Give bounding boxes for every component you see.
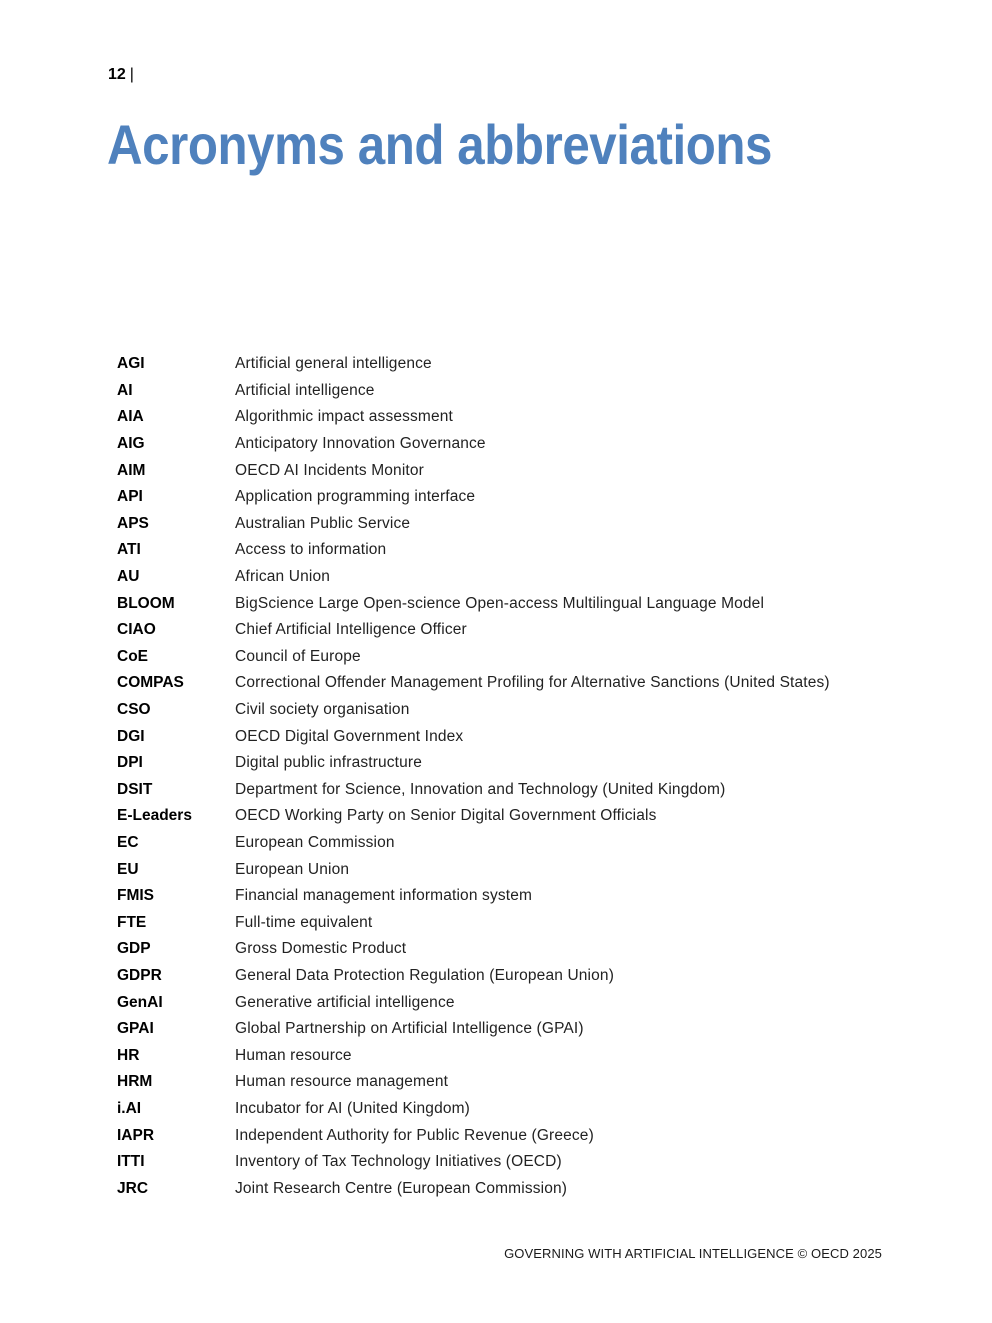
acronym-abbr: HRM — [117, 1073, 153, 1091]
acronym-table — [117, 351, 830, 1202]
acronym-abbr: E-Leaders — [117, 807, 192, 825]
acronym-abbr: DGI — [117, 727, 145, 745]
acronym-abbr: GDP — [117, 940, 151, 958]
acronym-abbr: AIG — [117, 435, 145, 453]
acronym-row — [117, 457, 830, 484]
acronym-abbr: BLOOM — [117, 594, 175, 612]
acronym-definition: Gross Domestic Product — [235, 940, 407, 958]
acronym-definition: Australian Public Service — [235, 514, 411, 532]
acronym-abbr: AI — [117, 381, 133, 399]
page-number-value: 12 — [108, 66, 126, 83]
acronym-row — [117, 909, 830, 936]
page-footer: GOVERNING WITH ARTIFICIAL INTELLIGENCE © OECD 2025 — [504, 1246, 882, 1261]
acronym-row — [117, 830, 830, 857]
acronym-abbr: AGI — [117, 355, 145, 373]
acronym-abbr: FMIS — [117, 887, 155, 905]
acronym-list — [117, 351, 830, 1202]
acronym-definition: Human resource management — [235, 1073, 449, 1091]
acronym-definition: Joint Research Centre (European Commission) — [235, 1179, 568, 1197]
acronym-abbr: JRC — [117, 1179, 149, 1197]
acronym-definition: Artificial intelligence — [235, 381, 375, 399]
acronym-abbr: GDPR — [117, 966, 162, 984]
page-number — [108, 66, 134, 84]
acronym-row — [117, 963, 830, 990]
acronym-definition: Incubator for AI (United Kingdom) — [235, 1099, 470, 1117]
acronym-definition: OECD AI Incidents Monitor — [235, 461, 424, 479]
acronym-row — [117, 1016, 830, 1043]
acronym-row — [117, 777, 830, 804]
acronym-row — [117, 537, 830, 564]
acronym-row — [117, 1122, 830, 1149]
acronym-definition: Generative artificial intelligence — [235, 993, 455, 1011]
acronym-abbr: COMPAS — [117, 674, 184, 692]
acronym-row — [117, 1096, 830, 1123]
acronym-abbr: DPI — [117, 754, 143, 772]
acronym-definition: Chief Artificial Intelligence Officer — [235, 621, 467, 639]
acronym-definition: African Union — [235, 568, 330, 586]
acronym-abbr: API — [117, 488, 143, 506]
acronym-row — [117, 351, 830, 378]
acronym-abbr: AIM — [117, 461, 146, 479]
acronym-abbr: IAPR — [117, 1126, 155, 1144]
acronym-definition: General Data Protection Regulation (European Union) — [235, 966, 615, 984]
acronym-abbr: GenAI — [117, 993, 163, 1011]
acronym-definition: European Union — [235, 860, 350, 878]
acronym-row — [117, 511, 830, 538]
acronym-definition: Access to information — [235, 541, 387, 559]
page-number-separator: | — [129, 66, 134, 83]
acronym-abbr: ITTI — [117, 1153, 145, 1171]
acronym-row — [117, 1149, 830, 1176]
acronym-abbr: DSIT — [117, 780, 153, 798]
acronym-definition: Artificial general intelligence — [235, 355, 432, 373]
acronym-row — [117, 936, 830, 963]
acronym-definition: Civil society organisation — [235, 701, 410, 719]
acronym-definition: Independent Authority for Public Revenue (Greece) — [235, 1126, 594, 1144]
acronym-row — [117, 1175, 830, 1202]
acronym-row — [117, 644, 830, 671]
acronym-row — [117, 1069, 830, 1096]
acronym-row — [117, 670, 830, 697]
acronym-definition: Algorithmic impact assessment — [235, 408, 453, 426]
acronym-definition: OECD Digital Government Index — [235, 727, 464, 745]
acronym-definition: Application programming interface — [235, 488, 476, 506]
acronym-abbr: EU — [117, 860, 139, 878]
acronym-abbr: HR — [117, 1046, 140, 1064]
acronym-abbr: APS — [117, 514, 149, 532]
acronym-row — [117, 404, 830, 431]
acronym-row — [117, 590, 830, 617]
acronym-abbr: GPAI — [117, 1020, 154, 1038]
acronym-definition: Council of Europe — [235, 647, 361, 665]
acronym-row — [117, 1042, 830, 1069]
acronym-definition: Anticipatory Innovation Governance — [235, 435, 486, 453]
acronym-definition: European Commission — [235, 833, 395, 851]
acronym-row — [117, 431, 830, 458]
acronym-definition: Correctional Offender Management Profiling for Alternative Sanctions (United States) — [235, 674, 830, 692]
acronym-row — [117, 484, 830, 511]
acronym-row — [117, 883, 830, 910]
acronym-definition: Financial management information system — [235, 887, 533, 905]
acronym-abbr: i.AI — [117, 1099, 142, 1117]
acronym-definition: Inventory of Tax Technology Initiatives (OECD) — [235, 1153, 562, 1171]
acronym-definition: Human resource — [235, 1046, 352, 1064]
acronym-definition: Global Partnership on Artificial Intelligence (GPAI) — [235, 1020, 584, 1038]
acronym-definition: Department for Science, Innovation and Technology (United Kingdom) — [235, 780, 726, 798]
acronym-row — [117, 803, 830, 830]
acronym-row — [117, 617, 830, 644]
acronym-definition: OECD Working Party on Senior Digital Government Officials — [235, 807, 657, 825]
acronym-abbr: CoE — [117, 647, 148, 665]
acronym-abbr: CIAO — [117, 621, 156, 639]
acronym-row — [117, 856, 830, 883]
acronym-row — [117, 564, 830, 591]
page-title: Acronyms and abbreviations — [107, 113, 772, 176]
acronym-row — [117, 989, 830, 1016]
acronym-row — [117, 750, 830, 777]
acronym-abbr: AU — [117, 568, 140, 586]
acronym-definition: Full-time equivalent — [235, 913, 373, 931]
acronym-abbr: EC — [117, 833, 139, 851]
acronym-row — [117, 723, 830, 750]
acronym-abbr: CSO — [117, 701, 151, 719]
acronym-abbr: FTE — [117, 913, 147, 931]
acronym-abbr: AIA — [117, 408, 144, 426]
acronym-row — [117, 378, 830, 405]
acronym-definition: BigScience Large Open-science Open-access Multilingual Language Model — [235, 594, 765, 612]
acronym-definition: Digital public infrastructure — [235, 754, 422, 772]
acronym-abbr: ATI — [117, 541, 141, 559]
acronym-row — [117, 697, 830, 724]
